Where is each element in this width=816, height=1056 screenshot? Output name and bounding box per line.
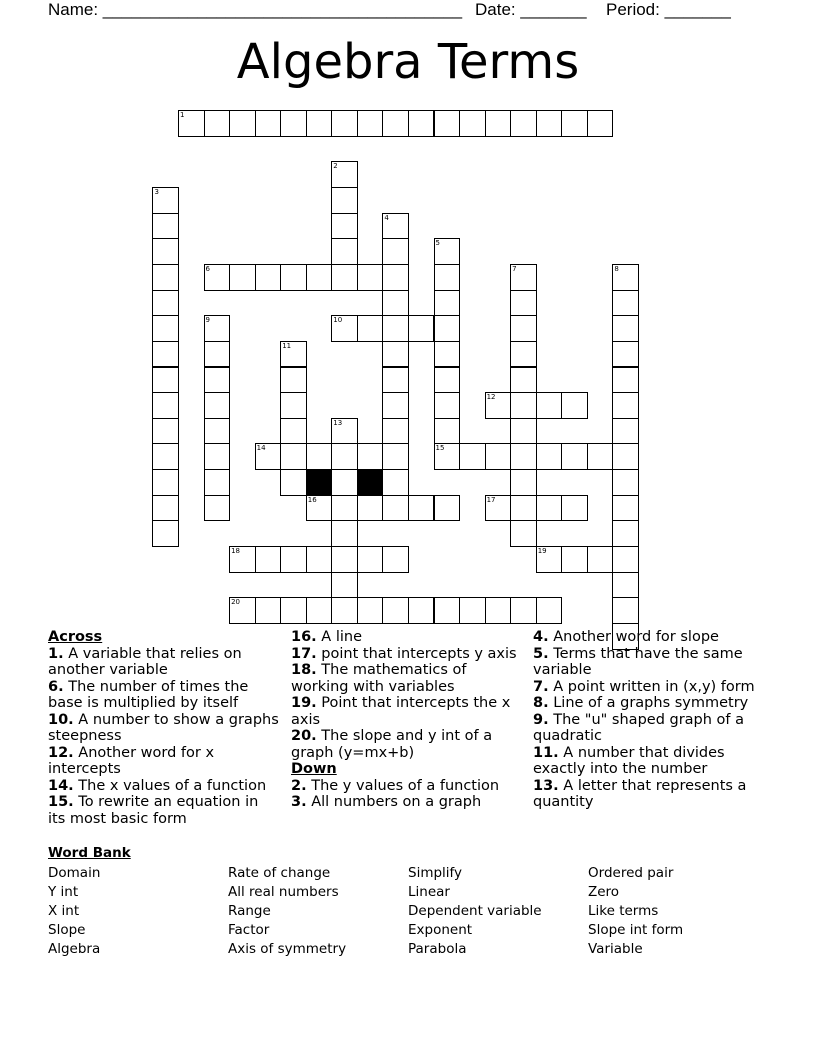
crossword-cell[interactable] bbox=[280, 418, 307, 445]
crossword-cell[interactable] bbox=[510, 341, 537, 368]
crossword-black-cell bbox=[357, 469, 384, 496]
crossword-cell[interactable] bbox=[434, 367, 461, 394]
crossword-cell[interactable] bbox=[306, 597, 333, 624]
clue-number-label: 3. bbox=[291, 794, 307, 810]
crossword-cell[interactable] bbox=[152, 341, 179, 368]
crossword-cell[interactable] bbox=[306, 264, 333, 291]
crossword-cell[interactable] bbox=[152, 392, 179, 419]
crossword-cell[interactable] bbox=[382, 443, 409, 470]
crossword-cell[interactable] bbox=[306, 443, 333, 470]
crossword-cell[interactable] bbox=[408, 315, 435, 342]
down-clue bbox=[533, 695, 761, 712]
clue-number-label: 20. bbox=[291, 728, 317, 744]
crossword-cell[interactable] bbox=[152, 418, 179, 445]
clue-number-label: 2. bbox=[291, 777, 307, 794]
crossword-cell[interactable] bbox=[357, 546, 384, 573]
word-bank-item: Slope int form bbox=[588, 922, 684, 938]
crossword-cell[interactable] bbox=[204, 418, 231, 445]
clue-number: 1 bbox=[180, 111, 185, 119]
crossword-cell[interactable] bbox=[612, 469, 639, 496]
crossword-cell[interactable] bbox=[382, 290, 409, 317]
crossword-cell[interactable] bbox=[152, 469, 179, 496]
crossword-cell[interactable] bbox=[280, 264, 307, 291]
clue-text: Point that intercepts the x axis bbox=[291, 695, 511, 728]
clue-number-label: 14. bbox=[48, 777, 74, 794]
crossword-cell[interactable] bbox=[382, 213, 409, 240]
word-bank-item: Dependent variable bbox=[408, 903, 542, 919]
clue-number: 17 bbox=[486, 495, 496, 504]
crossword-cell[interactable] bbox=[434, 264, 461, 291]
clue-number-label: 6. bbox=[48, 678, 64, 695]
period-field[interactable]: Period: _______ bbox=[606, 0, 731, 19]
clue-number: 14 bbox=[256, 444, 266, 453]
crossword-cell[interactable] bbox=[255, 546, 282, 573]
clue-number: 3 bbox=[154, 187, 159, 196]
crossword-cell[interactable] bbox=[510, 110, 537, 137]
crossword-cell[interactable] bbox=[612, 597, 639, 624]
crossword-cell[interactable] bbox=[408, 597, 435, 624]
across-clue bbox=[48, 679, 280, 712]
clue-number: 19 bbox=[537, 547, 547, 556]
word-bank-item: Exponent bbox=[408, 922, 473, 938]
down-clue bbox=[533, 629, 761, 646]
crossword-cell[interactable] bbox=[382, 469, 409, 496]
crossword-cell[interactable] bbox=[459, 597, 486, 624]
crossword-cell[interactable] bbox=[331, 597, 358, 624]
crossword-cell[interactable] bbox=[510, 520, 537, 547]
clue-text: The slope and y int of a graph (y=mx+b) bbox=[291, 728, 493, 761]
crossword-cell[interactable] bbox=[536, 495, 563, 522]
crossword-cell[interactable] bbox=[280, 469, 307, 496]
crossword-cell[interactable] bbox=[434, 597, 461, 624]
crossword-cell[interactable] bbox=[382, 110, 409, 137]
page-title: Algebra Terms bbox=[236, 34, 580, 90]
across-clue bbox=[291, 646, 521, 663]
crossword-cell[interactable] bbox=[612, 572, 639, 599]
clue-text: The mathematics of working with variables bbox=[291, 662, 467, 695]
clue-number: 2 bbox=[333, 162, 338, 171]
crossword-cell[interactable] bbox=[459, 443, 486, 470]
crossword-cell[interactable] bbox=[255, 597, 282, 624]
crossword-cell[interactable] bbox=[204, 110, 231, 137]
crossword-cell[interactable] bbox=[331, 469, 358, 496]
name-field[interactable]: Name: ______________________________________ bbox=[48, 0, 463, 19]
clue-text: A number to show a graphs steepness bbox=[48, 711, 279, 744]
word-bank-item: Axis of symmetry bbox=[228, 941, 347, 957]
crossword-cell[interactable] bbox=[331, 161, 358, 188]
clue-number-label: 18. bbox=[291, 662, 317, 678]
crossword-cell[interactable] bbox=[382, 597, 409, 624]
clue-number-label: 10. bbox=[48, 711, 74, 728]
crossword-cell[interactable] bbox=[331, 520, 358, 547]
crossword-cell[interactable] bbox=[434, 495, 461, 522]
across-clue bbox=[48, 712, 280, 745]
clue-text: A line bbox=[316, 629, 362, 645]
crossword-cell[interactable] bbox=[408, 110, 435, 137]
crossword-cell[interactable] bbox=[357, 495, 384, 522]
crossword-cell[interactable] bbox=[331, 443, 358, 470]
crossword-cell[interactable] bbox=[152, 213, 179, 240]
crossword-cell[interactable] bbox=[204, 443, 231, 470]
date-field[interactable]: Date: _______ bbox=[475, 0, 587, 19]
crossword-cell[interactable] bbox=[434, 290, 461, 317]
crossword-cell[interactable] bbox=[561, 443, 588, 470]
crossword-cell[interactable] bbox=[612, 315, 639, 342]
crossword-cell[interactable] bbox=[280, 110, 307, 137]
crossword-cell[interactable] bbox=[510, 264, 537, 291]
crossword-cell[interactable] bbox=[510, 469, 537, 496]
clue-text: Another word for slope bbox=[548, 629, 719, 645]
crossword-cell[interactable] bbox=[612, 520, 639, 547]
crossword-cell[interactable] bbox=[485, 110, 512, 137]
across-clue bbox=[291, 629, 521, 646]
clue-text: The number of times the base is multiplied by itself bbox=[48, 678, 249, 711]
across-heading: Across bbox=[48, 629, 103, 645]
crossword-cell[interactable] bbox=[357, 315, 384, 342]
crossword-cell[interactable] bbox=[382, 495, 409, 522]
crossword-cell[interactable] bbox=[331, 213, 358, 240]
clue-number: 18 bbox=[231, 547, 241, 556]
clue-number: 16 bbox=[307, 495, 317, 504]
clue-text: The y values of a function bbox=[306, 777, 500, 794]
across-clue bbox=[291, 695, 521, 728]
crossword-cell[interactable] bbox=[612, 443, 639, 470]
clue-text: A point written in (x,y) form bbox=[548, 678, 755, 695]
clue-text: point that intercepts y axis bbox=[316, 645, 517, 662]
crossword-cell[interactable] bbox=[587, 546, 614, 573]
clue-number-label: 11. bbox=[533, 744, 559, 761]
crossword-cell[interactable] bbox=[229, 264, 256, 291]
clue-number: 4 bbox=[384, 213, 389, 222]
crossword-cell[interactable] bbox=[152, 495, 179, 522]
crossword-cell[interactable] bbox=[280, 443, 307, 470]
clue-number-label: 16. bbox=[291, 629, 317, 645]
crossword-cell[interactable] bbox=[204, 469, 231, 496]
crossword-cell[interactable] bbox=[331, 187, 358, 214]
crossword-cell[interactable] bbox=[382, 341, 409, 368]
clue-number: 6 bbox=[205, 264, 211, 273]
crossword-cell[interactable] bbox=[255, 443, 282, 470]
clue-number-label: 5. bbox=[533, 645, 549, 662]
crossword-cell[interactable] bbox=[587, 110, 614, 137]
crossword-cell[interactable] bbox=[612, 392, 639, 419]
clue-number-label: 15. bbox=[48, 794, 74, 810]
clue-number: 5 bbox=[435, 239, 440, 248]
crossword-cell[interactable] bbox=[485, 443, 512, 470]
crossword-cell[interactable] bbox=[331, 418, 358, 445]
crossword-cell[interactable] bbox=[612, 495, 639, 522]
down-clue bbox=[533, 679, 761, 696]
crossword-cell[interactable] bbox=[510, 367, 537, 394]
crossword-cell[interactable] bbox=[178, 110, 205, 137]
across-clue bbox=[48, 778, 280, 795]
clue-text: All numbers on a graph bbox=[306, 794, 482, 810]
clue-text: Terms that have the same variable bbox=[533, 645, 743, 678]
word-bank-title: Word Bank bbox=[48, 845, 131, 861]
crossword-cell[interactable] bbox=[561, 546, 588, 573]
clue-number-label: 13. bbox=[533, 777, 559, 794]
word-bank-item: Variable bbox=[588, 941, 643, 957]
crossword-cell[interactable] bbox=[536, 546, 563, 573]
crossword-cell[interactable] bbox=[434, 443, 461, 470]
crossword-cell[interactable] bbox=[561, 110, 588, 137]
crossword-cell[interactable] bbox=[510, 418, 537, 445]
crossword-cell[interactable] bbox=[204, 315, 231, 342]
clue-text: A letter that represents a quantity bbox=[533, 777, 747, 810]
crossword-cell[interactable] bbox=[255, 110, 282, 137]
clue-text: To rewrite an equation in its most basic form bbox=[48, 794, 259, 827]
clue-number-label: 17. bbox=[291, 645, 317, 662]
crossword-cell[interactable] bbox=[382, 418, 409, 445]
crossword-cell[interactable] bbox=[152, 264, 179, 291]
clue-number-label: 4. bbox=[533, 629, 549, 645]
crossword-cell[interactable] bbox=[561, 392, 588, 419]
crossword-cell[interactable] bbox=[152, 238, 179, 265]
crossword-cell[interactable] bbox=[280, 392, 307, 419]
across-clue bbox=[48, 794, 280, 827]
crossword-cell[interactable] bbox=[331, 572, 358, 599]
word-bank-column bbox=[588, 864, 683, 959]
crossword-cell[interactable] bbox=[280, 597, 307, 624]
crossword-cell[interactable] bbox=[255, 264, 282, 291]
clue-text: The "u" shaped graph of a quadratic bbox=[533, 711, 745, 744]
clue-text: Another word for x intercepts bbox=[48, 744, 215, 777]
down-clue bbox=[291, 778, 521, 795]
crossword-cell[interactable] bbox=[204, 392, 231, 419]
down-clue bbox=[533, 778, 761, 811]
crossword-cell[interactable] bbox=[204, 495, 231, 522]
crossword-cell[interactable] bbox=[536, 443, 563, 470]
word-bank-item: Like terms bbox=[588, 903, 659, 919]
word-bank-item: Zero bbox=[588, 884, 620, 900]
crossword-cell[interactable] bbox=[306, 546, 333, 573]
clue-column-1 bbox=[48, 629, 280, 827]
down-clue bbox=[533, 646, 761, 679]
across-clue bbox=[48, 646, 280, 679]
word-bank-column bbox=[48, 864, 100, 959]
crossword-cell[interactable] bbox=[612, 341, 639, 368]
across-clue bbox=[291, 728, 521, 761]
crossword-cell[interactable] bbox=[306, 495, 333, 522]
word-bank-column bbox=[408, 864, 542, 959]
crossword-cell[interactable] bbox=[331, 110, 358, 137]
crossword-cell[interactable] bbox=[152, 367, 179, 394]
clue-number: 10 bbox=[333, 316, 343, 325]
crossword-cell[interactable] bbox=[434, 341, 461, 368]
crossword-cell[interactable] bbox=[280, 546, 307, 573]
crossword-cell[interactable] bbox=[331, 495, 358, 522]
crossword-cell[interactable] bbox=[357, 110, 384, 137]
word-bank-item: Domain bbox=[48, 865, 101, 881]
word-bank-item: Linear bbox=[408, 884, 450, 900]
word-bank-item: All real numbers bbox=[228, 884, 339, 900]
crossword-cell[interactable] bbox=[204, 341, 231, 368]
word-bank-item: Rate of change bbox=[228, 865, 331, 881]
crossword-cell[interactable] bbox=[331, 264, 358, 291]
word-bank-item: X int bbox=[48, 903, 80, 919]
crossword-cell[interactable] bbox=[408, 495, 435, 522]
word-bank-item: Ordered pair bbox=[588, 865, 674, 881]
clue-number: 7 bbox=[512, 264, 517, 273]
crossword-cell[interactable] bbox=[434, 315, 461, 342]
crossword-cell[interactable] bbox=[152, 315, 179, 342]
clue-column-3 bbox=[533, 629, 761, 811]
clue-text: A variable that relies on another variable bbox=[48, 645, 242, 678]
crossword-cell[interactable] bbox=[485, 392, 512, 419]
crossword-cell[interactable] bbox=[331, 315, 358, 342]
clue-number-label: 19. bbox=[291, 695, 317, 711]
crossword-cell[interactable] bbox=[510, 315, 537, 342]
clue-number-label: 9. bbox=[533, 711, 549, 728]
crossword-cell[interactable] bbox=[561, 495, 588, 522]
crossword-cell[interactable] bbox=[382, 238, 409, 265]
crossword-cell[interactable] bbox=[382, 367, 409, 394]
word-bank-item: Slope bbox=[48, 922, 86, 938]
word-bank-item: Range bbox=[228, 903, 271, 919]
crossword-cell[interactable] bbox=[357, 443, 384, 470]
crossword-cell[interactable] bbox=[536, 110, 563, 137]
crossword-cell[interactable] bbox=[229, 546, 256, 573]
crossword-cell[interactable] bbox=[485, 597, 512, 624]
across-clue bbox=[291, 662, 521, 695]
crossword-cell[interactable] bbox=[536, 597, 563, 624]
crossword-cell[interactable] bbox=[536, 392, 563, 419]
crossword-cell[interactable] bbox=[434, 392, 461, 419]
crossword-cell[interactable] bbox=[510, 290, 537, 317]
crossword-cell[interactable] bbox=[382, 264, 409, 291]
crossword-cell[interactable] bbox=[229, 597, 256, 624]
crossword-cell[interactable] bbox=[152, 187, 179, 214]
clue-text: A number that divides exactly into the number bbox=[533, 744, 725, 777]
crossword-cell[interactable] bbox=[510, 495, 537, 522]
crossword-cell[interactable] bbox=[587, 443, 614, 470]
word-bank-column bbox=[228, 864, 346, 959]
crossword-cell[interactable] bbox=[306, 110, 333, 137]
clue-number: 13 bbox=[333, 418, 343, 427]
clue-text: The x values of a function bbox=[73, 777, 267, 794]
crossword-cell[interactable] bbox=[331, 546, 358, 573]
clue-number-label: 8. bbox=[533, 695, 549, 711]
crossword-cell[interactable] bbox=[331, 238, 358, 265]
down-clue bbox=[533, 712, 761, 745]
clue-column-2 bbox=[291, 629, 521, 811]
crossword-cell[interactable] bbox=[152, 443, 179, 470]
crossword-cell[interactable] bbox=[152, 290, 179, 317]
clue-number: 9 bbox=[205, 316, 211, 325]
across-clue bbox=[48, 745, 280, 778]
word-bank-item: Y int bbox=[48, 884, 79, 900]
crossword-cell[interactable] bbox=[382, 315, 409, 342]
crossword-cell[interactable] bbox=[612, 546, 639, 573]
clue-number: 20 bbox=[231, 598, 241, 607]
crossword-cell[interactable] bbox=[280, 367, 307, 394]
clue-number: 12 bbox=[486, 393, 496, 402]
word-bank-item: Factor bbox=[228, 922, 270, 938]
crossword-cell[interactable] bbox=[434, 238, 461, 265]
clue-number-label: 7. bbox=[533, 678, 549, 695]
crossword-cell[interactable] bbox=[204, 367, 231, 394]
crossword-cell[interactable] bbox=[612, 367, 639, 394]
clue-number-label: 1. bbox=[48, 645, 64, 662]
crossword-cell[interactable] bbox=[152, 520, 179, 547]
crossword-cell[interactable] bbox=[434, 418, 461, 445]
crossword-cell[interactable] bbox=[510, 597, 537, 624]
down-clue bbox=[533, 745, 761, 778]
crossword-cell[interactable] bbox=[434, 110, 461, 137]
crossword-cell[interactable] bbox=[280, 341, 307, 368]
word-bank-item: Parabola bbox=[408, 941, 467, 957]
crossword-cell[interactable] bbox=[382, 392, 409, 419]
crossword-cell[interactable] bbox=[229, 110, 256, 137]
clue-number: 11 bbox=[282, 341, 292, 350]
clue-number: 8 bbox=[614, 264, 619, 273]
crossword-cell[interactable] bbox=[612, 418, 639, 445]
clue-text: Line of a graphs symmetry bbox=[548, 695, 749, 711]
word-bank-item: Simplify bbox=[408, 865, 463, 881]
crossword-cell[interactable] bbox=[612, 264, 639, 291]
crossword-cell[interactable] bbox=[357, 264, 384, 291]
down-heading: Down bbox=[291, 761, 337, 777]
clue-number: 15 bbox=[435, 444, 445, 453]
down-clue bbox=[291, 794, 521, 811]
crossword-cell[interactable] bbox=[485, 495, 512, 522]
crossword-cell[interactable] bbox=[459, 110, 486, 137]
crossword-cell[interactable] bbox=[510, 443, 537, 470]
crossword-cell[interactable] bbox=[204, 264, 231, 291]
crossword-cell[interactable] bbox=[612, 290, 639, 317]
crossword-cell[interactable] bbox=[382, 546, 409, 573]
word-bank-item: Algebra bbox=[48, 941, 101, 957]
crossword-cell[interactable] bbox=[357, 597, 384, 624]
clue-number-label: 12. bbox=[48, 744, 74, 761]
crossword-cell[interactable] bbox=[510, 392, 537, 419]
crossword-black-cell bbox=[306, 469, 333, 496]
